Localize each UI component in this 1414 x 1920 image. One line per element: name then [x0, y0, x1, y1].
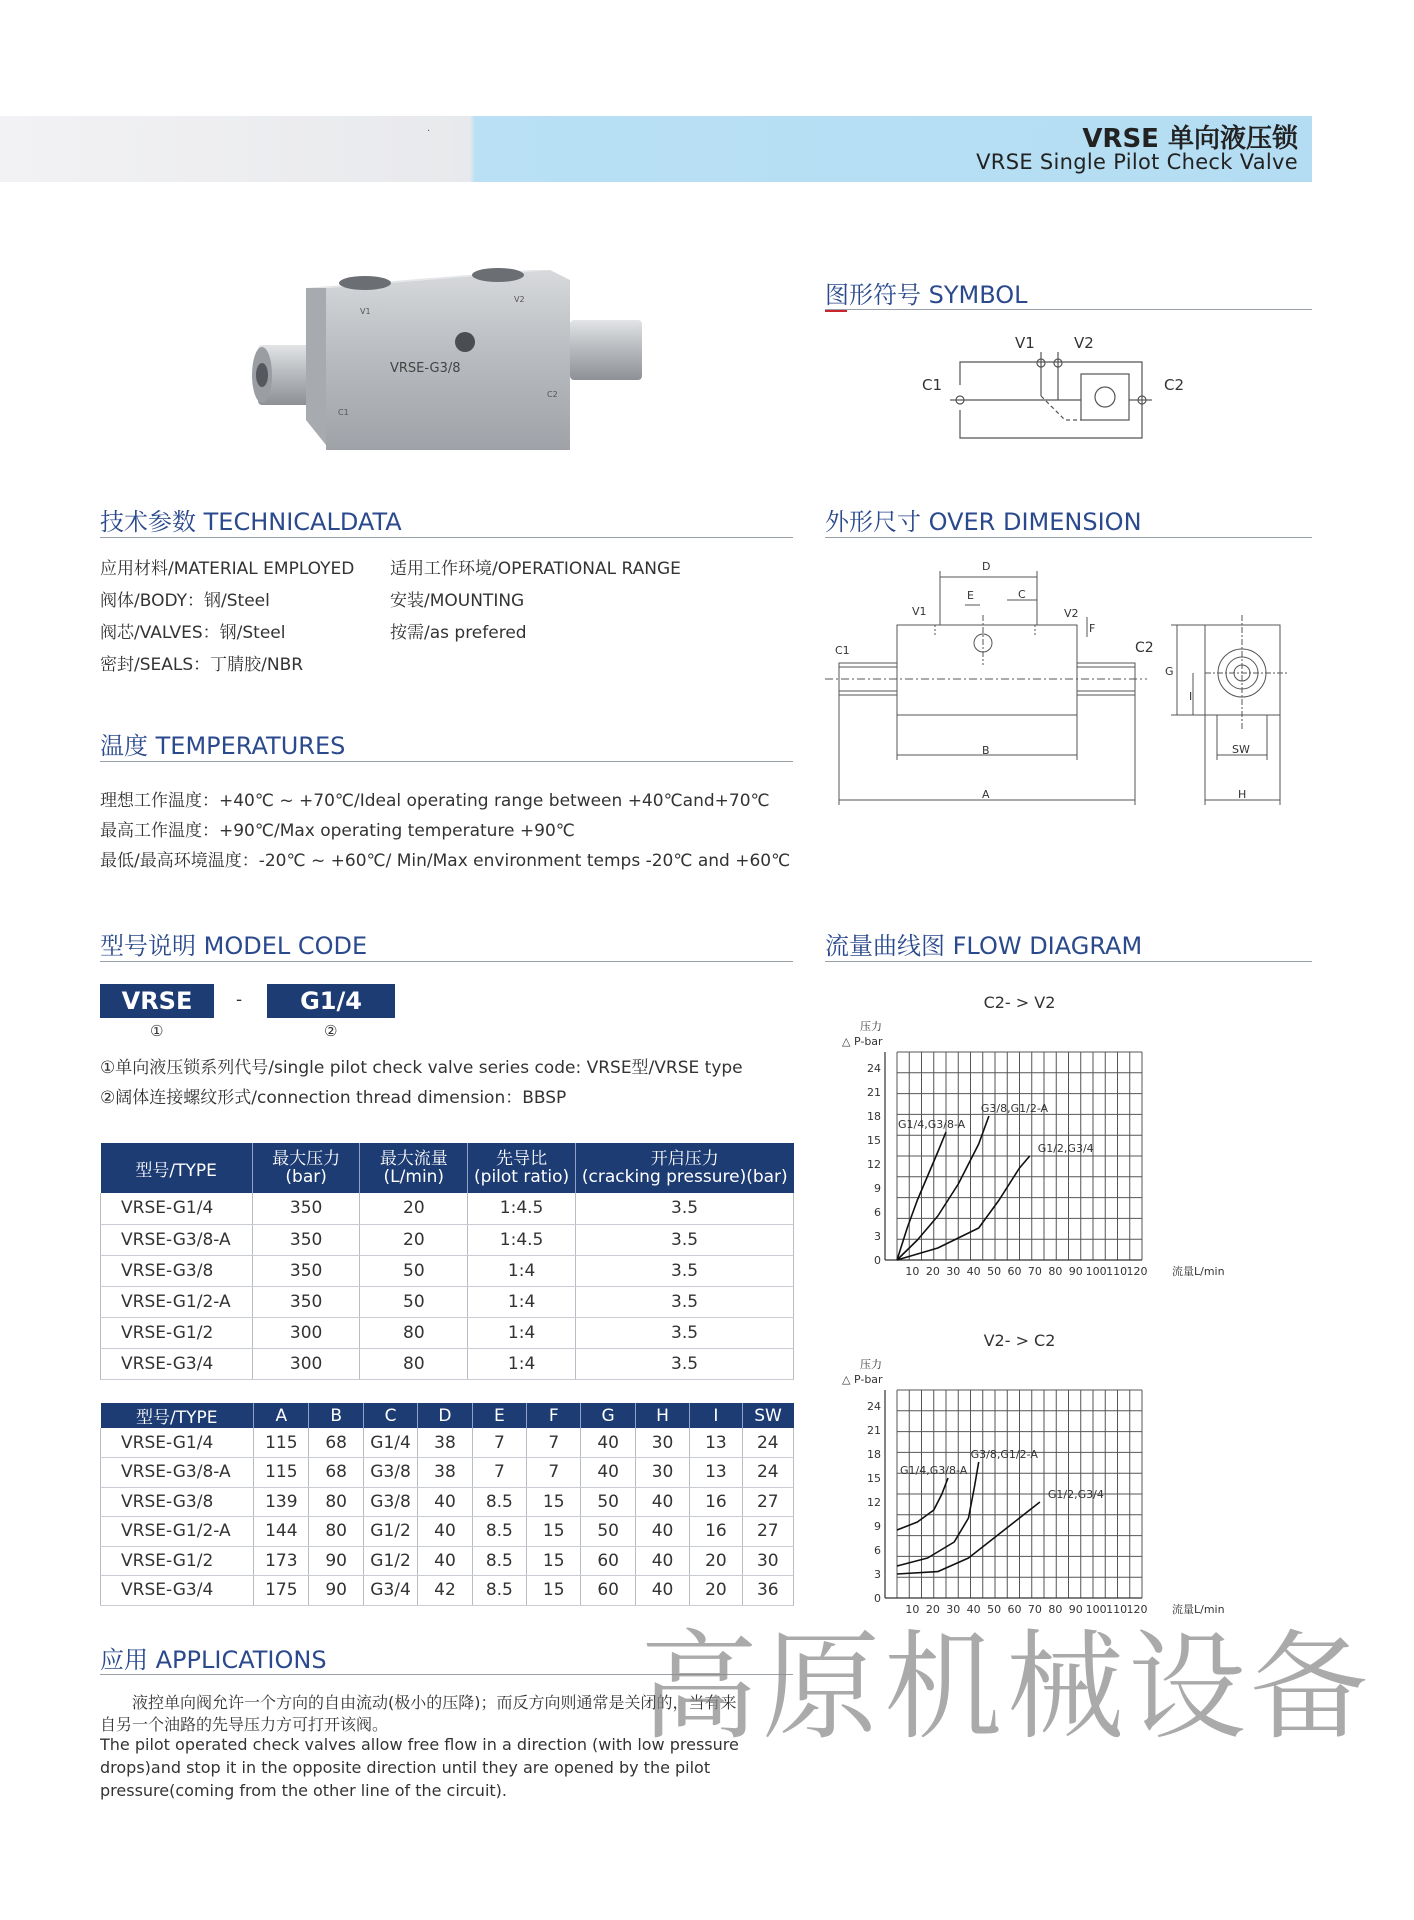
chart-grid — [897, 1052, 1142, 1260]
spec-cell-value: 1:4 — [468, 1317, 576, 1348]
spec-cell-value: 80 — [360, 1317, 468, 1348]
x-tick-label: 120 — [1126, 1265, 1148, 1278]
technical-rule — [100, 537, 793, 538]
dim-g-label: G — [1165, 665, 1174, 678]
dimension-cell-value: 8.5 — [472, 1487, 526, 1517]
dimension-cell-value: 40 — [635, 1546, 689, 1576]
applications-cn-line2: 自另一个油路的先导压力方可打开该阀。 — [100, 1715, 389, 1734]
symbol-rule-accent — [825, 310, 847, 312]
model-code-dash: - — [236, 990, 243, 1010]
dimension-cell-value: 144 — [254, 1517, 309, 1547]
dimension-cell-value: 60 — [581, 1576, 635, 1606]
dimension-header-cell: B — [309, 1403, 363, 1428]
spec-table-row — [101, 1255, 794, 1286]
dim-v1-label: V1 — [912, 605, 927, 618]
chart-xlabel: 流量L/min — [1172, 1603, 1225, 1616]
dimension-cell-value: 80 — [309, 1487, 363, 1517]
dimension-heading: 外形尺寸 OVER DIMENSION — [825, 508, 1142, 536]
dimension-cell-value: 40 — [635, 1517, 689, 1547]
spec-cell-type: VRSE-G1/4 — [101, 1193, 253, 1224]
dim-c2-label: C2 — [1135, 640, 1154, 656]
x-tick-label: 10 — [905, 1603, 920, 1616]
dimension-cell-value: 15 — [527, 1517, 581, 1547]
dimension-cell-value: 13 — [690, 1428, 742, 1458]
dimension-cell-type: VRSE-G1/2 — [101, 1546, 254, 1576]
svg-text:C2: C2 — [547, 390, 558, 399]
y-tick-label: 21 — [867, 1424, 881, 1437]
dimension-cell-value: 20 — [690, 1546, 742, 1576]
spec-cell-value: 1:4.5 — [468, 1193, 576, 1224]
spec-cell-value: 350 — [252, 1193, 360, 1224]
spec-cell-type: VRSE-G3/8-A — [101, 1224, 253, 1255]
dimension-header-cell: C — [363, 1403, 417, 1428]
dimension-cell-type: VRSE-G3/8-A — [101, 1458, 254, 1488]
x-tick-label: 40 — [966, 1265, 981, 1278]
x-tick-label: 70 — [1027, 1265, 1042, 1278]
x-tick-label: 20 — [925, 1603, 940, 1616]
spec-header-ratio: 先导比 (pilot ratio) — [468, 1143, 576, 1193]
y-tick-label: 15 — [867, 1134, 881, 1147]
dimension-cell-value: 15 — [527, 1487, 581, 1517]
series-label: G1/4,G3/8-A — [898, 1118, 966, 1131]
dimension-header-cell: H — [635, 1403, 689, 1428]
flow-heading: 流量曲线图 FLOW DIAGRAM — [825, 932, 1143, 960]
dimension-cell-value: G3/8 — [363, 1458, 417, 1488]
spec-cell-value: 3.5 — [576, 1224, 794, 1255]
dimension-cell-value: 40 — [581, 1458, 635, 1488]
dimension-header-cell: A — [254, 1403, 309, 1428]
chart-ylabel-unit: △ P-bar — [842, 1373, 883, 1386]
dimension-cell-value: 40 — [635, 1487, 689, 1517]
dimension-cell-value: G3/8 — [363, 1487, 417, 1517]
dimension-table-row — [101, 1487, 794, 1517]
y-tick-label: 24 — [867, 1400, 881, 1413]
dimension-cell-value: 27 — [742, 1517, 793, 1547]
x-tick-label: 90 — [1068, 1603, 1083, 1616]
dimension-header-cell: 型号/TYPE — [101, 1403, 254, 1428]
svg-text:V2: V2 — [514, 295, 525, 304]
tech-range: 适用工作环境/OPERATIONAL RANGE — [390, 559, 681, 579]
model-code-line2: ②阔体连接螺纹形式/connection thread dimension：BBSP — [100, 1088, 567, 1108]
spec-table-row — [101, 1224, 794, 1255]
symbol-v2-label: V2 — [1074, 334, 1094, 352]
spec-cell-value: 3.5 — [576, 1255, 794, 1286]
dimension-cell-value: 60 — [581, 1546, 635, 1576]
spec-cell-value: 3.5 — [576, 1286, 794, 1317]
dimension-cell-value: 8.5 — [472, 1576, 526, 1606]
temp-ideal: 理想工作温度：+40℃ ~ +70℃/Ideal operating range between +40℃and+70℃ — [100, 791, 770, 811]
x-tick-label: 20 — [925, 1265, 940, 1278]
dimension-cell-value: 40 — [418, 1517, 472, 1547]
dimension-cell-value: 115 — [254, 1428, 309, 1458]
x-tick-label: 60 — [1007, 1603, 1022, 1616]
dimension-cell-value: 24 — [742, 1458, 793, 1488]
dimension-table-row — [101, 1428, 794, 1458]
dimension-header-cell: SW — [742, 1403, 793, 1428]
dim-v2-label: V2 — [1064, 607, 1079, 620]
dim-h-label: H — [1238, 788, 1247, 801]
dimension-cell-value: 173 — [254, 1546, 309, 1576]
dimension-cell-value: 7 — [527, 1428, 581, 1458]
spec-table — [100, 1143, 794, 1380]
y-tick-label: 18 — [867, 1110, 881, 1123]
dimension-cell-value: 30 — [635, 1458, 689, 1488]
dimension-cell-value: 15 — [527, 1576, 581, 1606]
dimension-cell-value: 42 — [418, 1576, 472, 1606]
x-tick-label: 80 — [1048, 1603, 1063, 1616]
dimension-header-cell: I — [690, 1403, 742, 1428]
svg-text:C1: C1 — [338, 408, 349, 417]
spec-table-row — [101, 1348, 794, 1379]
tech-mounting-value: 按需/as prefered — [390, 623, 527, 643]
y-tick-label: 0 — [874, 1254, 881, 1267]
svg-text:V1: V1 — [360, 307, 371, 316]
dimension-cell-value: 90 — [309, 1576, 363, 1606]
y-tick-label: 15 — [867, 1472, 881, 1485]
spec-cell-type: VRSE-G1/2 — [101, 1317, 253, 1348]
dimension-cell-value: 24 — [742, 1428, 793, 1458]
dimension-cell-value: 30 — [635, 1428, 689, 1458]
y-tick-label: 6 — [874, 1544, 881, 1557]
x-tick-label: 30 — [946, 1265, 961, 1278]
dim-i-label: I — [1189, 690, 1193, 703]
series-line — [897, 1502, 1040, 1574]
temp-max: 最高工作温度：+90℃/Max operating temperature +90℃ — [100, 821, 575, 841]
x-tick-label: 100 — [1085, 1265, 1107, 1278]
dimension-rule — [825, 537, 1312, 538]
hydraulic-symbol-diagram — [910, 330, 1190, 450]
symbol-v1-label: V1 — [1015, 334, 1035, 352]
y-tick-label: 24 — [867, 1062, 881, 1075]
spec-cell-value: 20 — [360, 1224, 468, 1255]
dimension-cell-value: 40 — [635, 1576, 689, 1606]
y-tick-label: 3 — [874, 1230, 881, 1243]
model-code-heading: 型号说明 MODEL CODE — [100, 932, 368, 960]
dimension-cell-value: 68 — [309, 1458, 363, 1488]
spec-cell-value: 350 — [252, 1286, 360, 1317]
symbol-c2-label: C2 — [1164, 376, 1185, 394]
spec-cell-value: 350 — [252, 1255, 360, 1286]
spec-table-row — [101, 1317, 794, 1348]
model-code-line1: ①单向液压锁系列代号/single pilot check valve series code: VRSE型/VRSE type — [100, 1058, 743, 1078]
symbol-c1-label: C1 — [922, 376, 943, 394]
x-tick-label: 50 — [987, 1603, 1002, 1616]
chart-title: V2- > C2 — [983, 1331, 1056, 1350]
spec-cell-value: 1:4.5 — [468, 1224, 576, 1255]
model-code-num2: ② — [324, 1022, 338, 1040]
applications-en-line3: pressure(coming from the other line of the circuit). — [100, 1781, 507, 1800]
dimension-cell-type: VRSE-G3/8 — [101, 1487, 254, 1517]
dimension-header-cell: F — [527, 1403, 581, 1428]
y-tick-label: 12 — [867, 1158, 881, 1171]
flow-rule — [825, 961, 1312, 962]
y-tick-label: 3 — [874, 1568, 881, 1581]
product-photo — [240, 250, 660, 450]
dimension-drawing — [825, 555, 1315, 815]
spec-cell-value: 350 — [252, 1224, 360, 1255]
spec-cell-value: 1:4 — [468, 1255, 576, 1286]
y-tick-label: 6 — [874, 1206, 881, 1219]
applications-cn-line1: 液控单向阀允许一个方向的自由流动(极小的压降)；而反方向则通常是关闭的，当有来 — [132, 1693, 737, 1712]
model-code-series-box: VRSE — [100, 984, 214, 1018]
chart-ylabel: 压力 — [860, 1358, 882, 1371]
y-tick-label: 0 — [874, 1592, 881, 1605]
dimension-cell-value: 15 — [527, 1546, 581, 1576]
x-tick-label: 80 — [1048, 1265, 1063, 1278]
temperatures-heading: 温度 TEMPERATURES — [100, 732, 346, 760]
x-tick-label: 60 — [1007, 1265, 1022, 1278]
applications-en-line1: The pilot operated check valves allow free flow in a direction (with low pressure — [100, 1735, 739, 1754]
spec-cell-value: 3.5 — [576, 1193, 794, 1224]
dim-b-label: B — [982, 744, 990, 757]
model-code-num1: ① — [150, 1022, 164, 1040]
dimension-cell-value: 38 — [418, 1428, 472, 1458]
dimension-table-row — [101, 1517, 794, 1547]
chart-ylabel: 压力 — [860, 1020, 882, 1033]
dimension-cell-value: 50 — [581, 1517, 635, 1547]
series-line — [897, 1478, 948, 1530]
spec-cell-value: 3.5 — [576, 1348, 794, 1379]
x-tick-label: 100 — [1085, 1603, 1107, 1616]
dimension-cell-value: 30 — [742, 1546, 793, 1576]
series-label: G3/8,G1/2-A — [980, 1102, 1049, 1115]
page-title-en: VRSE Single Pilot Check Valve — [976, 150, 1298, 174]
series-label: G3/8,G1/2-A — [970, 1448, 1038, 1461]
dimension-cell-type: VRSE-G3/4 — [101, 1576, 254, 1606]
dimension-cell-value: 36 — [742, 1576, 793, 1606]
x-tick-label: 70 — [1027, 1603, 1042, 1616]
dimension-header-cell: G — [581, 1403, 635, 1428]
dimension-cell-value: 40 — [418, 1546, 472, 1576]
symbol-heading: 图形符号 SYMBOL — [825, 281, 1028, 309]
spec-cell-value: 300 — [252, 1317, 360, 1348]
temperatures-rule — [100, 761, 793, 762]
y-tick-label: 18 — [867, 1448, 881, 1461]
x-tick-label: 40 — [966, 1603, 981, 1616]
spec-cell-type: VRSE-G1/2-A — [101, 1286, 253, 1317]
spec-cell-value: 1:4 — [468, 1286, 576, 1317]
spec-cell-value: 1:4 — [468, 1348, 576, 1379]
tech-mounting: 安装/MOUNTING — [390, 591, 525, 611]
dimension-table-header — [101, 1403, 794, 1428]
y-tick-label: 9 — [874, 1520, 881, 1533]
y-tick-label: 9 — [874, 1182, 881, 1195]
flow-chart-c2-v2 — [830, 990, 1310, 1290]
spec-table-row — [101, 1286, 794, 1317]
dimension-table-row — [101, 1458, 794, 1488]
spec-header-type: 型号/TYPE — [101, 1143, 253, 1193]
x-tick-label: 50 — [987, 1265, 1002, 1278]
page-title-cn: VRSE 单向液压锁 — [1082, 124, 1298, 154]
dimension-header-cell: E — [472, 1403, 526, 1428]
chart-xlabel: 流量L/min — [1172, 1265, 1225, 1278]
watermark: 高原机械设备 — [640, 1618, 1373, 1756]
tech-body: 阀体/BODY：钢/Steel — [100, 591, 270, 611]
series-label: G1/4,G3/8-A — [900, 1464, 968, 1477]
chart-grid — [897, 1390, 1142, 1598]
y-tick-label: 21 — [867, 1086, 881, 1099]
dimension-cell-value: 40 — [581, 1428, 635, 1458]
chart-ylabel-unit: △ P-bar — [842, 1035, 883, 1048]
header-dot: · — [427, 126, 431, 137]
chart-title: C2- > V2 — [983, 993, 1056, 1012]
dimension-cell-value: G1/2 — [363, 1517, 417, 1547]
spec-cell-value: 80 — [360, 1348, 468, 1379]
spec-cell-type: VRSE-G3/4 — [101, 1348, 253, 1379]
dimension-cell-value: 38 — [418, 1458, 472, 1488]
tech-material: 应用材料/MATERIAL EMPLOYED — [100, 559, 355, 579]
flow-chart-v2-c2 — [830, 1328, 1310, 1628]
dimension-cell-type: VRSE-G1/2-A — [101, 1517, 254, 1547]
spec-cell-value: 50 — [360, 1286, 468, 1317]
dimension-cell-value: 80 — [309, 1517, 363, 1547]
dim-f-label: F — [1089, 622, 1096, 635]
y-tick-label: 12 — [867, 1496, 881, 1509]
x-tick-label: 110 — [1106, 1603, 1128, 1616]
spec-cell-value: 20 — [360, 1193, 468, 1224]
x-tick-label: 30 — [946, 1603, 961, 1616]
dim-sw-label: SW — [1232, 743, 1250, 756]
dim-d-label: D — [982, 560, 991, 573]
dimension-cell-value: 7 — [527, 1458, 581, 1488]
dimension-header-cell: D — [418, 1403, 472, 1428]
dimension-cell-value: 40 — [418, 1487, 472, 1517]
dimension-cell-value: 175 — [254, 1576, 309, 1606]
dim-e-label: E — [967, 589, 974, 602]
dimension-cell-value: 7 — [472, 1428, 526, 1458]
spec-cell-value: 300 — [252, 1348, 360, 1379]
dimension-table — [100, 1403, 794, 1606]
x-tick-label: 120 — [1126, 1603, 1148, 1616]
dimension-cell-value: 50 — [581, 1487, 635, 1517]
series-label: G1/2,G3/4 — [1037, 1142, 1094, 1155]
dimension-cell-value: 7 — [472, 1458, 526, 1488]
symbol-rule — [825, 309, 1312, 310]
tech-valves: 阀芯/VALVES：钢/Steel — [100, 623, 286, 643]
dimension-table-row — [101, 1546, 794, 1576]
dimension-cell-value: 68 — [309, 1428, 363, 1458]
spec-cell-type: VRSE-G3/8 — [101, 1255, 253, 1286]
dimension-cell-value: G1/2 — [363, 1546, 417, 1576]
spec-header-cracking: 开启压力 (cracking pressure)(bar) — [576, 1143, 794, 1193]
dimension-cell-value: 16 — [690, 1487, 742, 1517]
x-tick-label: 10 — [905, 1265, 920, 1278]
dimension-cell-value: 115 — [254, 1458, 309, 1488]
dimension-cell-value: 90 — [309, 1546, 363, 1576]
series-line — [897, 1156, 1030, 1260]
spec-header-flow: 最大流量 (L/min) — [360, 1143, 468, 1193]
spec-table-row — [101, 1193, 794, 1224]
dimension-cell-value: G3/4 — [363, 1576, 417, 1606]
tech-seals: 密封/SEALS：丁腈胶/NBR — [100, 655, 304, 675]
dimension-cell-value: 27 — [742, 1487, 793, 1517]
x-tick-label: 90 — [1068, 1265, 1083, 1278]
technical-heading: 技术参数 TECHNICALDATA — [100, 508, 402, 536]
dim-c-label: C — [1018, 588, 1026, 601]
dimension-cell-value: G1/4 — [363, 1428, 417, 1458]
applications-en-line2: drops)and stop it in the opposite direction until they are opened by the pilot — [100, 1758, 711, 1777]
dimension-cell-value: 13 — [690, 1458, 742, 1488]
svg-text:VRSE-G3/8: VRSE-G3/8 — [390, 361, 461, 376]
dim-a-label: A — [982, 788, 990, 801]
model-code-thread-box: G1/4 — [267, 984, 395, 1018]
dimension-cell-value: 8.5 — [472, 1517, 526, 1547]
applications-heading: 应用 APPLICATIONS — [100, 1646, 327, 1674]
spec-header-pressure: 最大压力 (bar) — [252, 1143, 360, 1193]
spec-table-header — [101, 1143, 794, 1193]
dimension-cell-type: VRSE-G1/4 — [101, 1428, 254, 1458]
spec-cell-value: 50 — [360, 1255, 468, 1286]
dimension-cell-value: 8.5 — [472, 1546, 526, 1576]
spec-cell-value: 3.5 — [576, 1317, 794, 1348]
temp-minmax: 最低/最高环境温度：-20℃ ~ +60℃/ Min/Max environment temps -20℃ and +60℃ — [100, 851, 791, 871]
series-label: G1/2,G3/4 — [1047, 1488, 1104, 1501]
model-code-rule — [100, 961, 793, 962]
dimension-cell-value: 20 — [690, 1576, 742, 1606]
dim-c1-label: C1 — [835, 644, 850, 657]
x-tick-label: 110 — [1106, 1265, 1128, 1278]
dimension-cell-value: 16 — [690, 1517, 742, 1547]
dimension-cell-value: 139 — [254, 1487, 309, 1517]
